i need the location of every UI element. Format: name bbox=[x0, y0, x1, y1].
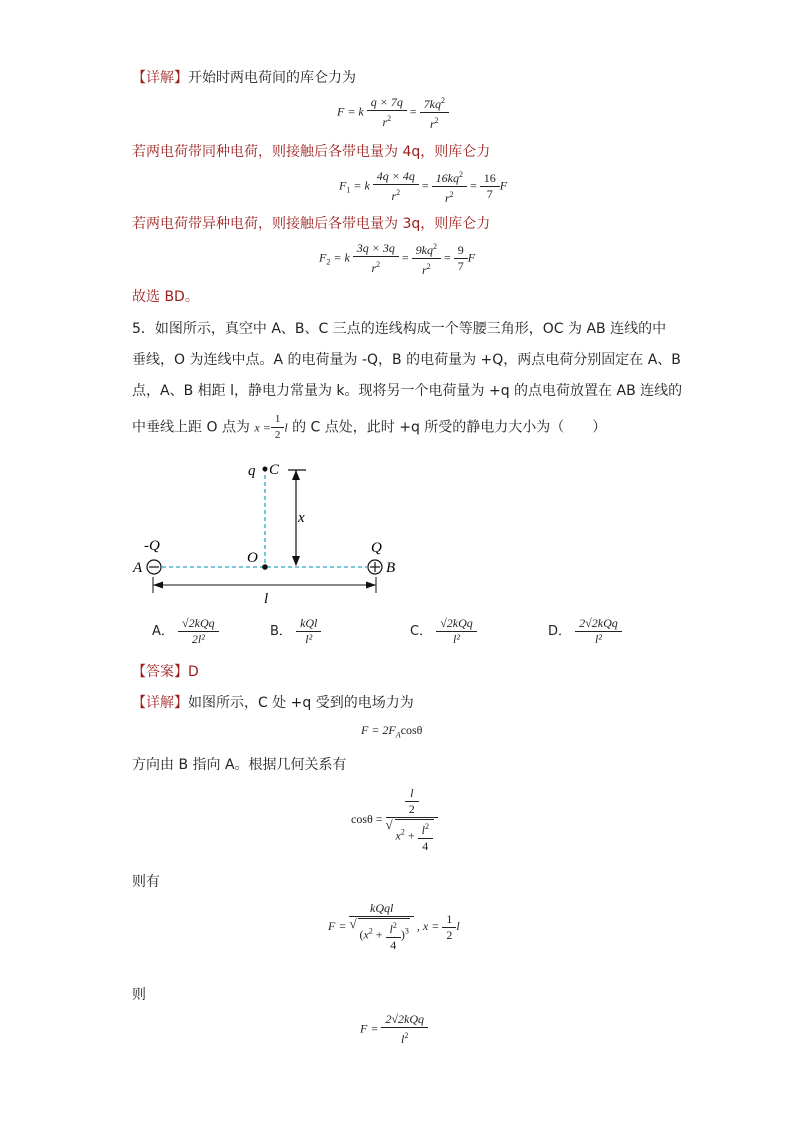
q5-line2: 垂线，O 为连线中点。A 的电荷量为 -Q，B 的电荷量为 +Q，两点电荷分别固定在 A、B bbox=[132, 352, 681, 368]
plus: + bbox=[375, 927, 383, 942]
label-x: x bbox=[298, 510, 305, 526]
numerator: 2√2kQq bbox=[385, 1012, 425, 1026]
denominator bbox=[420, 112, 449, 131]
den-text: r bbox=[429, 117, 435, 131]
denominator: 2 bbox=[442, 927, 456, 942]
num-text: 16kq bbox=[435, 171, 459, 185]
denominator: 2 bbox=[405, 801, 419, 816]
l-term: l bbox=[421, 823, 425, 837]
sqrt bbox=[395, 819, 434, 853]
line4-start: 中垂线上距 O 点为 bbox=[132, 419, 250, 436]
formula-lhs: F bbox=[319, 250, 327, 265]
den-text: l bbox=[401, 1032, 405, 1046]
fraction-half bbox=[273, 413, 283, 442]
numerator bbox=[403, 787, 421, 817]
choose-text: 故选 BD。 bbox=[132, 289, 199, 305]
denominator: 2l² bbox=[178, 631, 219, 646]
denominator: 7 bbox=[454, 258, 468, 273]
fraction bbox=[355, 242, 397, 275]
point-o bbox=[262, 564, 268, 570]
power: 2 bbox=[404, 1031, 409, 1040]
den-text: r bbox=[391, 189, 397, 203]
label-b: B bbox=[386, 560, 396, 576]
label-a: A bbox=[133, 560, 143, 576]
eq1-lhs: F = 2F bbox=[361, 723, 396, 737]
power: 2 bbox=[392, 921, 397, 930]
option-label: C． bbox=[410, 624, 433, 639]
l-over-4 bbox=[388, 919, 399, 952]
denominator: l² bbox=[575, 631, 622, 646]
formula-lhs: F bbox=[339, 178, 347, 193]
paren-close: ) bbox=[400, 927, 405, 942]
fraction bbox=[482, 172, 498, 201]
numerator bbox=[422, 94, 447, 112]
eq1-subscript: A bbox=[395, 730, 401, 740]
denominator: l² bbox=[436, 631, 477, 646]
power: 2 bbox=[424, 822, 429, 831]
equals: = bbox=[409, 104, 417, 119]
coulomb-initial-formula bbox=[337, 94, 449, 131]
numerator bbox=[434, 168, 465, 186]
q5-detail bbox=[132, 692, 414, 712]
fraction bbox=[369, 96, 405, 129]
denominator: 2 bbox=[271, 427, 285, 442]
formula-k: = k bbox=[333, 250, 350, 265]
option-c[interactable] bbox=[410, 617, 477, 646]
denominator bbox=[412, 258, 441, 277]
detail-tag: 【详解】 bbox=[132, 70, 188, 86]
numerator: 1 bbox=[446, 911, 453, 926]
answer-tag: 【答案】 bbox=[132, 664, 188, 680]
fraction bbox=[375, 170, 417, 203]
numerator: q × 7q bbox=[370, 95, 403, 109]
num-text: 7kq bbox=[423, 97, 441, 111]
denominator bbox=[373, 184, 419, 203]
option-label: D． bbox=[548, 624, 572, 639]
option-d[interactable] bbox=[548, 617, 622, 646]
equals: = bbox=[444, 250, 451, 265]
answer-value: D bbox=[188, 664, 199, 680]
q5-line4 bbox=[132, 413, 606, 442]
detail-tag: 【详解】 bbox=[132, 695, 188, 711]
coulomb-f2-formula bbox=[319, 240, 475, 277]
denominator: 4 bbox=[418, 838, 433, 853]
detail-text: 如图所示，C 处 +q 受到的电场力为 bbox=[188, 695, 414, 711]
den-text: r bbox=[371, 261, 377, 275]
final-fraction bbox=[383, 1013, 426, 1046]
eq4-lhs: F = bbox=[360, 1021, 379, 1036]
numerator: 4q × 4q bbox=[376, 169, 415, 183]
label-c: C bbox=[269, 462, 280, 478]
power: 2 bbox=[426, 262, 431, 271]
half-l bbox=[407, 787, 417, 816]
denominator: 7 bbox=[480, 186, 500, 201]
x-arrow-up bbox=[292, 470, 300, 480]
numerator: kQl bbox=[300, 616, 318, 630]
equals: = bbox=[401, 250, 409, 265]
subscript: 2 bbox=[326, 257, 331, 267]
option-fraction bbox=[298, 617, 319, 646]
power: 2 bbox=[434, 116, 439, 125]
option-a[interactable] bbox=[152, 617, 219, 646]
x-arrow-down bbox=[292, 556, 300, 566]
eq3-lhs: F = bbox=[328, 918, 347, 933]
cos-fraction bbox=[388, 787, 436, 853]
power: 2 bbox=[459, 170, 463, 179]
power: 2 bbox=[387, 114, 392, 123]
half bbox=[444, 913, 454, 942]
label-neg-q: -Q bbox=[144, 538, 160, 554]
option-fraction bbox=[438, 617, 475, 646]
x-term: x bbox=[395, 828, 401, 843]
eq3-tail: , x = bbox=[416, 918, 440, 933]
line4-end: 的 C 点处，此时 +q 所受的静电力大小为（ ） bbox=[292, 419, 607, 436]
l-label: l bbox=[284, 420, 288, 435]
formula-k: = k bbox=[353, 178, 370, 193]
numerator: 3q × 3q bbox=[356, 241, 395, 255]
same-charge-text: 若两电荷带同种电荷，则接触后各带电量为 4q，则库仑力 bbox=[132, 144, 491, 160]
label-l: l bbox=[264, 591, 269, 607]
eq1-cos: cosθ bbox=[400, 723, 423, 737]
formula-F: F bbox=[467, 250, 476, 265]
eq-field-force bbox=[361, 723, 422, 739]
force-formula bbox=[328, 902, 460, 952]
label-q: q bbox=[248, 463, 256, 479]
numerator bbox=[414, 240, 439, 258]
paren-open: ( bbox=[359, 927, 364, 942]
subscript: 1 bbox=[346, 185, 351, 195]
answer-line bbox=[132, 661, 199, 681]
point-c bbox=[263, 467, 268, 472]
label-o: O bbox=[247, 550, 258, 566]
power: 2 bbox=[433, 242, 437, 251]
x-label: x = bbox=[254, 420, 271, 435]
then-text-1: 则有 bbox=[132, 874, 160, 890]
l-term: l bbox=[389, 922, 393, 936]
equals: = bbox=[421, 178, 429, 193]
option-b[interactable] bbox=[270, 617, 321, 646]
fraction bbox=[422, 94, 447, 131]
denominator bbox=[353, 256, 399, 275]
then-text-2: 则 bbox=[132, 987, 146, 1003]
den-text: r bbox=[422, 263, 427, 277]
direction-text: 方向由 B 指向 A。根据几何关系有 bbox=[132, 757, 347, 773]
numerator bbox=[388, 919, 399, 937]
power-3: 3 bbox=[404, 926, 409, 936]
numerator: 16 bbox=[483, 171, 496, 185]
power: 2 bbox=[368, 926, 373, 936]
detail-intro: 开始时两电荷间的库仑力为 bbox=[188, 70, 356, 86]
power: 2 bbox=[400, 827, 405, 837]
power: 2 bbox=[396, 188, 401, 197]
denominator bbox=[367, 110, 407, 129]
formula-F: F bbox=[499, 178, 508, 193]
denominator bbox=[432, 186, 467, 205]
l-term: l bbox=[456, 918, 460, 933]
sqrt bbox=[358, 918, 409, 952]
num-text: 9kq bbox=[415, 243, 433, 257]
cos-formula bbox=[351, 787, 438, 853]
label-pos-q: Q bbox=[371, 540, 382, 556]
numerator: 2√2kQq bbox=[579, 616, 618, 630]
numerator bbox=[420, 820, 431, 838]
detail-heading bbox=[132, 67, 356, 87]
plus: + bbox=[407, 828, 415, 843]
force-fraction bbox=[351, 902, 411, 952]
cos-lhs: cosθ = bbox=[351, 811, 383, 826]
numerator: 9 bbox=[457, 243, 464, 257]
option-fraction bbox=[180, 617, 217, 646]
l-over-4 bbox=[420, 820, 431, 853]
power: 2 bbox=[440, 96, 445, 105]
fraction bbox=[434, 168, 465, 205]
l-arrow-left bbox=[153, 582, 163, 589]
x-term: x bbox=[363, 927, 369, 942]
l-arrow-right bbox=[366, 582, 376, 589]
power: 2 bbox=[376, 260, 381, 269]
option-label: B． bbox=[270, 624, 292, 639]
option-label: A． bbox=[152, 624, 174, 639]
formula-lhs: F = k bbox=[337, 104, 364, 119]
q5-line1: 5．如图所示，真空中 A、B、C 三点的连线构成一个等腰三角形，OC 为 AB 连线的中 bbox=[132, 321, 667, 337]
numerator: √2kQq bbox=[440, 616, 473, 630]
option-fraction bbox=[577, 617, 620, 646]
denominator bbox=[381, 1027, 428, 1046]
equals: = bbox=[470, 178, 477, 193]
coulomb-f1-formula bbox=[339, 168, 507, 205]
denominator bbox=[386, 817, 438, 853]
numerator: √2kQq bbox=[182, 616, 215, 630]
charge-figure bbox=[130, 450, 410, 610]
final-formula bbox=[360, 1013, 428, 1046]
numerator: 1 bbox=[274, 413, 281, 425]
denominator: l² bbox=[296, 631, 321, 646]
diff-charge-text: 若两电荷带异种电荷，则接触后各带电量为 3q，则库仑力 bbox=[132, 216, 491, 232]
denominator bbox=[349, 916, 413, 952]
den-text: r bbox=[445, 191, 450, 205]
numerator: l bbox=[410, 786, 414, 800]
numerator: kQql bbox=[370, 901, 394, 915]
fraction bbox=[456, 244, 466, 273]
fraction bbox=[414, 240, 439, 277]
q5-line3: 点，A、B 相距 l，静电力常量为 k。现将另一个电荷量为 +q 的点电荷放置在 AB 连线的 bbox=[132, 383, 683, 399]
den-text: r bbox=[382, 115, 388, 129]
power: 2 bbox=[449, 190, 454, 199]
denominator: 4 bbox=[386, 937, 401, 952]
